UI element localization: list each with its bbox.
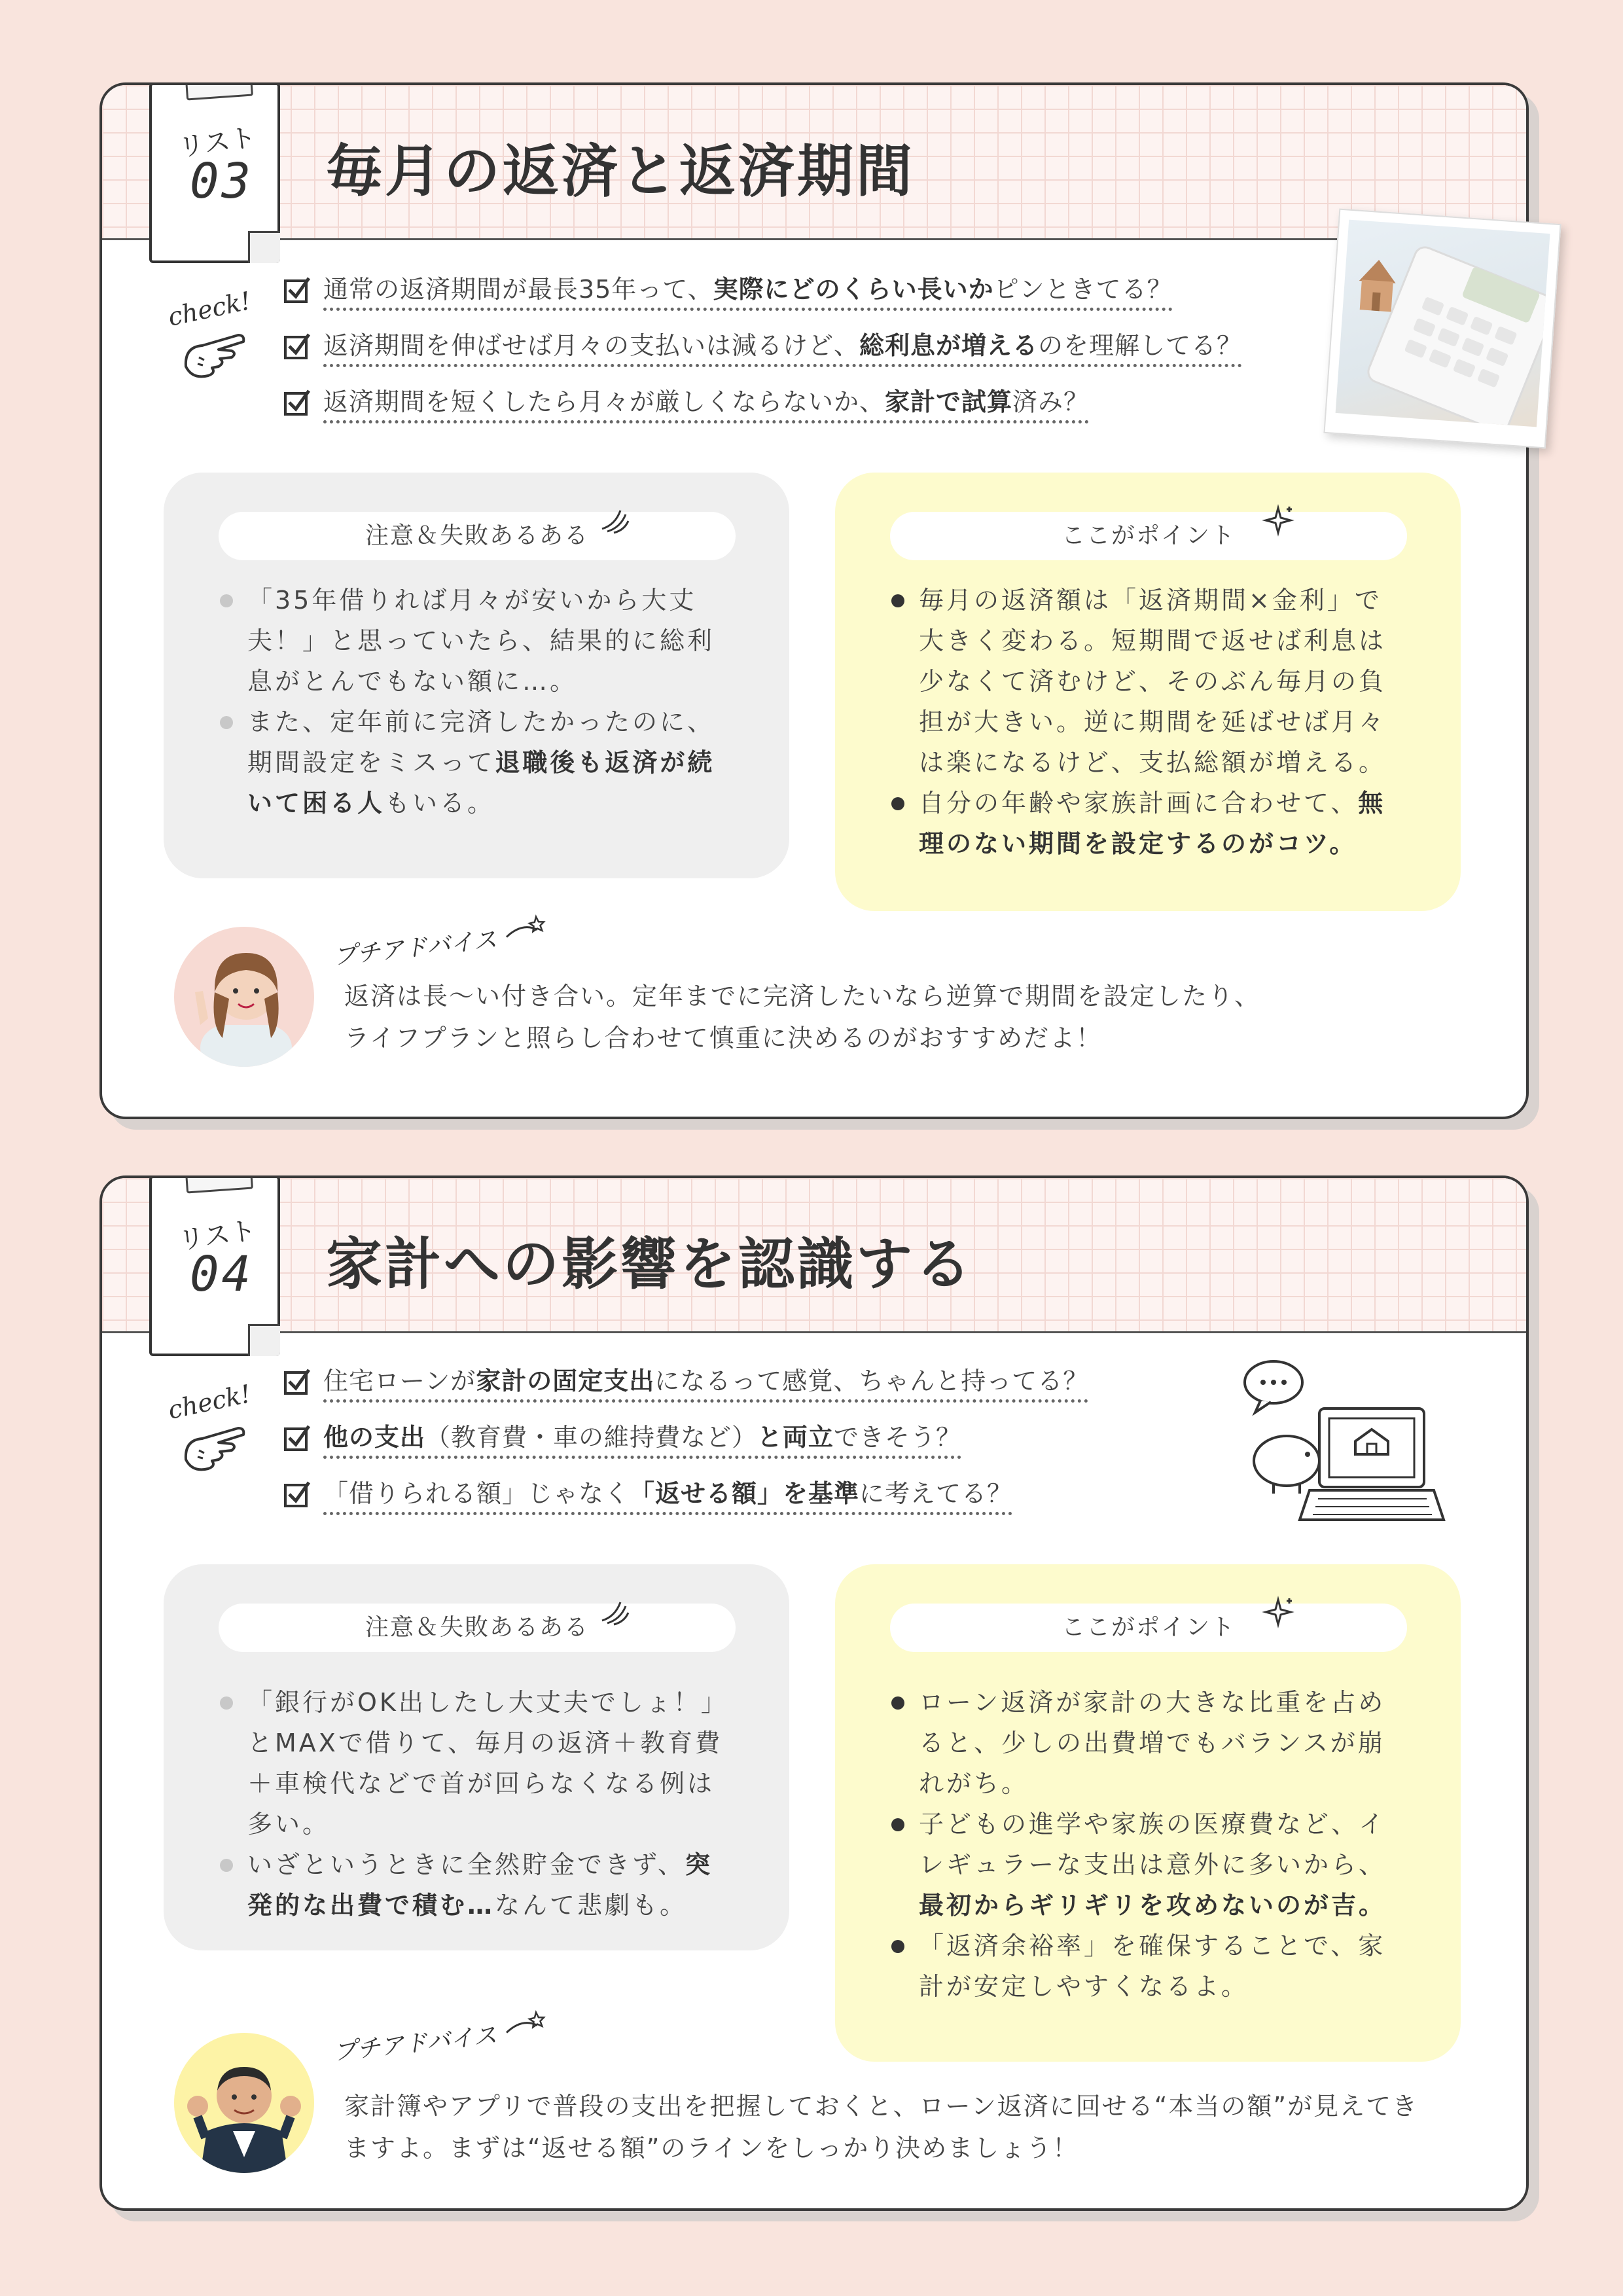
pointing-hand-icon xyxy=(179,1420,251,1479)
swoosh-icon xyxy=(598,1594,631,1627)
check-box-icon xyxy=(283,1480,312,1509)
checklist-text: 返済期間を短くしたら月々が厳しくならないか、家計で試算済み？ xyxy=(323,382,1089,423)
tag-number: 04 xyxy=(190,1246,254,1302)
point-panel xyxy=(835,473,1461,911)
point-panel xyxy=(835,1564,1461,2062)
tag-label: リスト xyxy=(176,1215,259,1257)
tape-decoration xyxy=(185,1175,253,1194)
list-number-tag xyxy=(149,1175,280,1356)
point-panel-title xyxy=(890,512,1407,560)
section-title: 家計への影響を認識する xyxy=(326,1232,974,1297)
warning-panel xyxy=(164,473,789,878)
advice-title xyxy=(331,2005,552,2067)
checklist-item xyxy=(283,374,1242,431)
checklist xyxy=(283,262,1242,431)
page-curl xyxy=(248,1324,280,1356)
checklist-item xyxy=(283,318,1242,374)
checklist-text: 「借りられる額」じゃなく「返せる額」を基準に考えてる？ xyxy=(323,1473,1012,1515)
advice-text xyxy=(344,2085,1470,2169)
checklist-text: 返済期間を伸ばせば月々の支払いは減るけど、総利息が増えるのを理解してる？ xyxy=(323,325,1242,367)
man-avatar xyxy=(174,2033,314,2173)
advice-line: 家計簿やアプリで普段の支出を把握しておくと、ローン返済に回せる“本当の額”が見えてき xyxy=(344,2092,1419,2121)
check-label: check! xyxy=(165,1379,254,1425)
warning-list xyxy=(216,580,737,823)
check-hand-marker xyxy=(165,1379,266,1486)
check-box-icon xyxy=(283,332,312,361)
advice-line: 返済は長〜い付き合い。定年までに完済したいなら逆算で期間を設定したり、 xyxy=(344,982,1261,1011)
sparkle-icon xyxy=(1260,503,1296,538)
sparkle-icon xyxy=(1260,1594,1296,1630)
checklist-text: 他の支出（教育費・車の維持費など）と両立できそう？ xyxy=(323,1417,961,1459)
checklist-item xyxy=(283,262,1242,318)
point-item: 自分の年齢や家族計画に合わせて、無理のない期間を設定するのがコツ。 xyxy=(887,783,1408,864)
checklist-item xyxy=(283,1354,1088,1410)
swoosh-icon xyxy=(598,503,631,535)
advice-title-text: プチアドバイス xyxy=(332,2022,499,2066)
point-item: 毎月の返済額は「返済期間×金利」で大きく変わる。短期間で返せば利息は少なくて済むけど、そのぶん毎月の負担が大きい。逆に期間を延ばせば月々は楽になるけど、支払総額が増える。 xyxy=(887,580,1408,783)
page-curl xyxy=(248,231,280,263)
check-box-icon xyxy=(283,1367,312,1396)
advice-title xyxy=(331,909,552,971)
checklist-item xyxy=(283,1466,1088,1522)
warning-panel-title xyxy=(219,1604,736,1652)
advice-text xyxy=(344,975,1470,1059)
warning-panel-title xyxy=(219,512,736,560)
laptop-house-illustration xyxy=(1234,1356,1450,1533)
check-box-icon xyxy=(283,1424,312,1452)
warning-list xyxy=(216,1682,737,1926)
star-icon xyxy=(502,2005,551,2042)
point-item: ローン返済が家計の大きな比重を占めると、少しの出費増でもバランスが崩れがち。 xyxy=(887,1682,1408,1804)
check-box-icon xyxy=(283,276,312,304)
advice-line: ライフプランと照らし合わせて慎重に決めるのがおすすめだよ！ xyxy=(344,1024,1103,1052)
woman-avatar xyxy=(174,927,314,1067)
point-list xyxy=(887,1682,1408,2007)
point-panel-title xyxy=(890,1604,1407,1652)
warning-item: 「銀行がOK出したし大丈夫でしょ！」とMAXで借りて、毎月の返済＋教育費＋車検代などで首が回らなくなる例は多い。 xyxy=(216,1682,737,1844)
warning-item: いざというときに全然貯金できず、突発的な出費で積む…なんて悲劇も。 xyxy=(216,1844,737,1926)
checklist xyxy=(283,1354,1088,1522)
warning-title-text: 注意＆失敗あるある xyxy=(365,522,589,549)
pointing-hand-icon xyxy=(179,327,251,386)
house-calculator-photo xyxy=(1323,209,1561,449)
advice-title-text: プチアドバイス xyxy=(332,926,499,971)
point-item: 「返済余裕率」を確保することで、家計が安定しやすくなるよ。 xyxy=(887,1926,1408,2007)
section-title: 毎月の返済と返済期間 xyxy=(326,139,915,204)
point-title-text: ここがポイント xyxy=(1061,522,1236,549)
tag-number: 03 xyxy=(190,153,254,209)
checklist-item xyxy=(283,1410,1088,1466)
checklist-text: 通常の返済期間が最長35年って、実際にどのくらい長いかピンときてる？ xyxy=(323,269,1173,311)
point-title-text: ここがポイント xyxy=(1061,1614,1236,1641)
point-list xyxy=(887,580,1408,864)
star-icon xyxy=(502,909,551,946)
check-hand-marker xyxy=(165,286,266,393)
point-item: 子どもの進学や家族の医療費など、イレギュラーな支出は意外に多いから、最初からギリギリを攻めないのが吉。 xyxy=(887,1804,1408,1926)
advice-line: ますよ。まずは“返せる額”のラインをしっかり決めましょう！ xyxy=(344,2134,1079,2162)
tag-label: リスト xyxy=(176,122,259,164)
section-card-04 xyxy=(99,1175,1529,2211)
list-number-tag xyxy=(149,82,280,263)
warning-item: 「35年借りれば月々が安いから大丈夫！」と思っていたら、結果的に総利息がとんでもない額に…。 xyxy=(216,580,737,702)
warning-title-text: 注意＆失敗あるある xyxy=(365,1614,589,1641)
tape-decoration xyxy=(185,82,253,101)
warning-panel xyxy=(164,1564,789,1950)
check-label: check! xyxy=(165,286,254,332)
warning-item: また、定年前に完済したかったのに、期間設定をミスって退職後も返済が続いて困る人もいる。 xyxy=(216,702,737,823)
section-card-03 xyxy=(99,82,1529,1119)
check-box-icon xyxy=(283,388,312,417)
checklist-text: 住宅ローンが家計の固定支出になるって感覚、ちゃんと持ってる？ xyxy=(323,1361,1088,1403)
